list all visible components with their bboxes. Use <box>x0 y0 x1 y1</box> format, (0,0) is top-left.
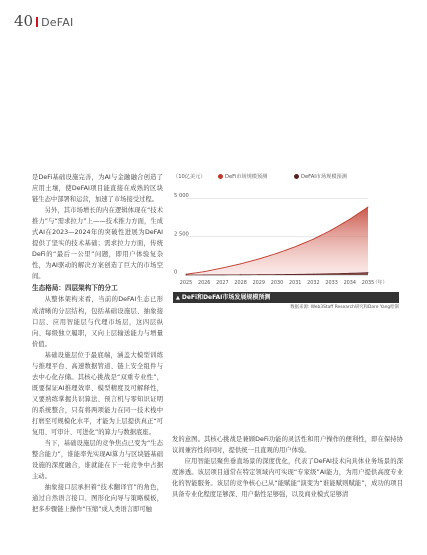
x-tick-label: 2030 <box>270 280 284 286</box>
chart-source: 数据来源: Web3Staff Research研究和Dare Yang绘制 <box>290 305 399 310</box>
data-point-defai <box>204 274 205 275</box>
section-heading: 生态格局：四层架构下的分工 <box>32 284 118 293</box>
legend-label-defi: DeFi市场规模预测 <box>225 174 268 180</box>
x-tick-label: 2035 <box>361 280 375 286</box>
body-paragraph: 当下，基础设施层的竞争焦点已变为“生态整合能力”，谁能率先实现AI算力与区块链基础设施的深度融合，谁就能在下一轮竞争中占据主动。 <box>32 440 163 481</box>
data-point-defi <box>313 239 314 240</box>
body-paragraph: 发的意图。其核心挑战是兼顾DeFi功能的灵活性和用户操作的便利性，即在保持协议间兼容性的同时，提供统一且直观的用户体验。 <box>172 436 403 455</box>
y-tick-label: 2 500 <box>174 231 189 238</box>
x-tick-label: 2029 <box>252 280 266 286</box>
data-point-defai <box>277 274 278 275</box>
header-divider <box>36 17 38 27</box>
data-point-defai <box>240 274 241 275</box>
magazine-name: DeFAI <box>41 16 74 29</box>
data-point-defai <box>258 274 259 275</box>
data-point-defai <box>368 272 369 273</box>
caption-triangle-icon: ▲ <box>176 295 180 301</box>
market-forecast-chart <box>172 171 394 301</box>
chart-caption-bar <box>173 292 399 303</box>
x-tick-label: 2034 <box>343 280 357 286</box>
x-tick-label: 2031 <box>288 280 302 286</box>
body-paragraph: 是DeFi基础设施完善，为AI与金融融合创造了应用土壤，使DeFAI项目能直接在成熟的区块链生态中部署和运营，加速了市场接受过程。 <box>32 174 163 204</box>
x-tick-label: 2032 <box>307 280 320 286</box>
x-tick-label: 2033 <box>325 280 338 286</box>
right-column <box>172 434 403 500</box>
data-point-defi <box>295 246 296 247</box>
data-point-defai <box>313 274 314 275</box>
data-point-defi <box>258 258 259 259</box>
data-point-defi <box>368 207 369 208</box>
x-tick-label: 2028 <box>234 280 247 286</box>
data-point-defi <box>277 253 278 254</box>
y-axis-unit: （10亿美元） <box>173 174 206 180</box>
x-tick-label: 2027 <box>216 280 229 286</box>
legend-item-defi <box>218 173 267 180</box>
series-area-defi <box>186 207 368 275</box>
data-point-defai <box>186 274 187 275</box>
x-tick-label: 2025 <box>179 280 193 286</box>
data-point-defai <box>331 273 332 274</box>
data-point-defi <box>240 263 241 264</box>
page-header <box>14 13 73 29</box>
legend-item-defai <box>294 173 347 180</box>
body-paragraph: 应用智能层聚焦垂直场景的深度优化，代表了DeFAI技术向具体业务场景的深度渗透。该层项目通常在特定领域内可实现“专家级”AI能力，为用户提供高度专业化的智能服务。该层的竞争核心已从“能赋能”演变为“谁能赋则赋能”，成功的项目具备专业化程度足够深、用户黏性足够强，以及商业模式足够清 <box>172 458 403 499</box>
data-point-defai <box>295 274 296 275</box>
chart-caption: DeFi和DeFAI市场发展规模预测 <box>181 294 271 301</box>
data-point-defi <box>349 219 350 220</box>
legend-swatch-defi <box>218 174 223 179</box>
body-paragraph: 基础设施层位于最底端，涵盖大模型训练与推理平台、高速数据管道、链上安全组件与去中心化存储。其核心挑战是“双重专业性”，既要保证AI推理效率、模型精度及可解释性，又要熟练掌握共识算法、预言机与零知识证明的系统整合，只有将两项能力在同一技术栈中打磨至可规模化水平，才能为上层提供真正“可复用、可审计、可进化”的算力与数据底座。 <box>32 351 163 437</box>
legend-swatch-defai <box>294 174 299 179</box>
x-tick-label: 2026 <box>197 280 211 286</box>
chart-plot <box>172 181 394 293</box>
page-number: 40 <box>14 12 34 30</box>
data-point-defi <box>204 271 205 272</box>
body-paragraph: 抽象接口层承担着“技术翻译官”的角色，通过自然语言接口、图形化向导与策略模板，把多步骤链上操作“压缩”成人类语言即可触 <box>32 484 163 514</box>
left-column <box>32 172 163 515</box>
x-tick-label: （年） <box>372 280 388 286</box>
y-tick-label: 5 000 <box>174 193 189 200</box>
data-point-defi <box>331 229 332 230</box>
body-paragraph: 另外，其市场增长的内在逻辑体现在“技术推力”与“需求拉力”上——技术推力方面，生成式AI在2023—2024年的突破性进展为DeFAI提供了坚实的技术基础；需求拉力方面，传统DeFi的“最后一公里”问题，即用户体验复杂性，为AI驱动的解决方案创造了巨大的市场空间。 <box>32 207 163 281</box>
data-point-defai <box>349 273 350 274</box>
body-paragraph: 从整体架构来看，当前的DeFAI生态已形成清晰的分层结构，包括基础设施层、抽象接口层、应用智能层与代理市场层，这四层纵向、每级独立履职，又向上层输送能力与增量价值。 <box>32 296 163 348</box>
y-tick-label: 0 <box>174 269 178 276</box>
legend-label-defai: DeFAI市场规模预测 <box>301 174 347 180</box>
data-point-defai <box>222 274 223 275</box>
data-point-defi <box>222 267 223 268</box>
